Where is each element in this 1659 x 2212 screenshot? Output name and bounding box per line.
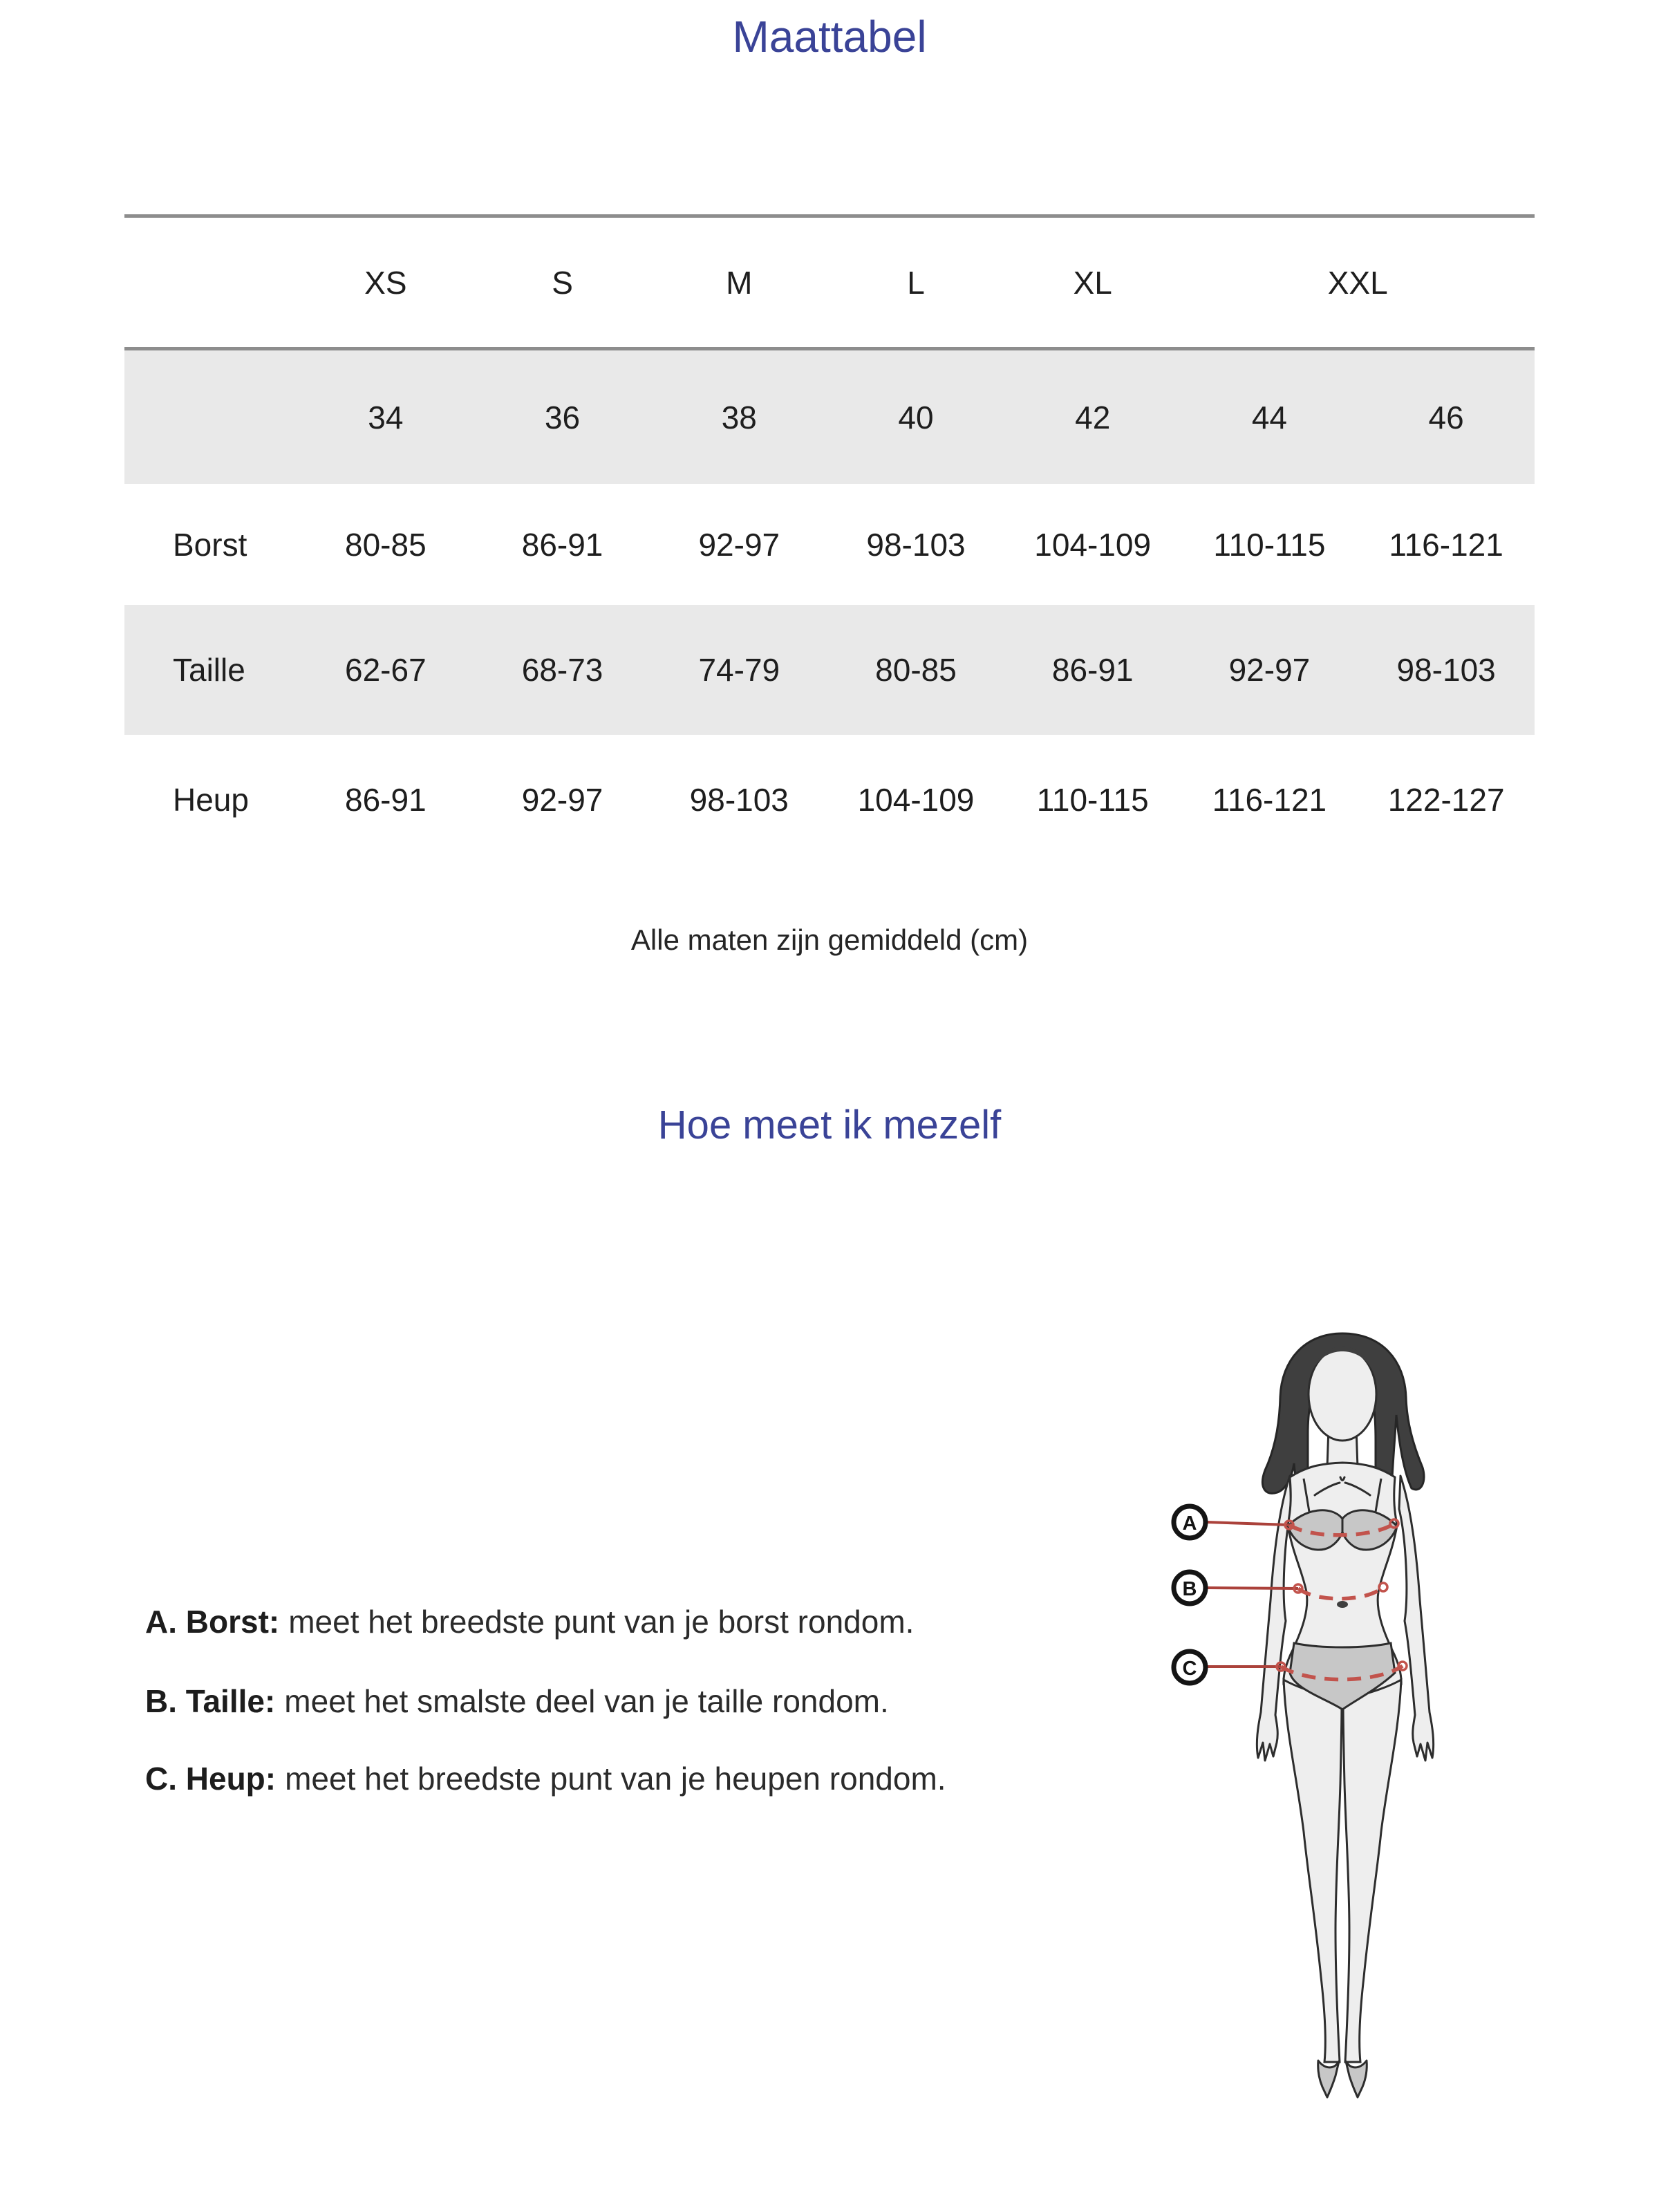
table-row-taille: [124, 605, 1535, 735]
navel: [1337, 1601, 1348, 1608]
page-title: Maattabel: [732, 12, 927, 62]
table-cell: 98-103: [1396, 652, 1496, 688]
size-label-xxl: XXL: [1327, 264, 1388, 301]
table-note: Alle maten zijn gemiddeld (cm): [630, 924, 1029, 956]
size-label-xs: XS: [364, 264, 407, 301]
shoes: [1318, 2061, 1367, 2097]
table-cell: 110-115: [1213, 526, 1326, 563]
table-cell: 80-85: [875, 652, 957, 688]
instruction-heup-text: meet het breedste punt van je heupen rondom.: [285, 1761, 946, 1797]
size-table-header-row: [124, 214, 1535, 350]
numeric-size: 46: [1428, 399, 1464, 435]
marker-a: [1174, 1506, 1206, 1538]
table-cell: 92-97: [1228, 652, 1311, 688]
body-measurement-illustration: [1161, 1331, 1507, 2119]
svg-text:C: C: [1182, 1658, 1197, 1680]
numeric-size: 36: [544, 399, 581, 435]
size-label-s: S: [552, 264, 573, 301]
marker-c: [1174, 1651, 1206, 1683]
numeric-size: 44: [1251, 399, 1287, 435]
table-cell: 98-103: [866, 526, 966, 563]
table-cell: 62-67: [345, 652, 427, 688]
table-cell: 110-115: [1036, 781, 1149, 818]
table-row-borst: [124, 484, 1535, 605]
right-arm: [1399, 1476, 1434, 1761]
numeric-size: 34: [368, 399, 404, 435]
table-cell: 92-97: [521, 781, 603, 818]
size-label-m: M: [726, 264, 753, 301]
measurement-figure: [1161, 1331, 1507, 2119]
instruction-taille-text: meet het smalste deel van je taille rondom.: [284, 1683, 889, 1719]
size-table: [124, 214, 1535, 864]
table-cell: 68-73: [521, 652, 603, 688]
table-cell: 74-79: [698, 652, 780, 688]
numeric-size-row: [124, 350, 1535, 484]
pointer-line-a: [1207, 1522, 1289, 1525]
table-cell: 92-97: [698, 526, 780, 563]
numeric-size: 38: [721, 399, 757, 435]
svg-text:A: A: [1182, 1512, 1197, 1535]
table-cell: 104-109: [1034, 526, 1152, 563]
section-title: Hoe meet ik mezelf: [657, 1103, 1002, 1147]
numeric-size: 42: [1075, 399, 1111, 435]
marker-b: [1174, 1572, 1206, 1604]
legs: [1284, 1680, 1401, 2062]
instruction-borst: [145, 1603, 1182, 1641]
instruction-taille: [145, 1683, 1182, 1721]
row-label-heup: Heup: [173, 781, 249, 818]
table-cell: 104-109: [857, 781, 975, 818]
table-cell: 116-121: [1389, 526, 1503, 563]
size-label-xl: XL: [1073, 264, 1112, 301]
row-label-borst: Borst: [173, 526, 247, 563]
table-cell: 86-91: [521, 526, 603, 563]
table-cell: 122-127: [1387, 781, 1505, 818]
face-shape: [1309, 1348, 1376, 1441]
svg-text:B: B: [1182, 1578, 1197, 1600]
table-cell: 80-85: [345, 526, 427, 563]
table-cell: 86-91: [1051, 652, 1134, 688]
table-cell: 86-91: [345, 781, 427, 818]
row-label-taille: Taille: [173, 652, 245, 688]
table-cell: 116-121: [1212, 781, 1327, 818]
numeric-size: 40: [898, 399, 934, 435]
instruction-heup: [145, 1760, 1182, 1798]
instruction-taille-label: B. Taille:: [145, 1683, 276, 1719]
size-label-l: L: [907, 264, 925, 301]
table-row-heup: [124, 735, 1535, 864]
table-cell: 98-103: [689, 781, 789, 818]
instruction-heup-label: C. Heup:: [145, 1761, 276, 1797]
instruction-borst-label: A. Borst:: [145, 1604, 280, 1640]
instruction-borst-text: meet het breedste punt van je borst rondom.: [288, 1604, 915, 1640]
